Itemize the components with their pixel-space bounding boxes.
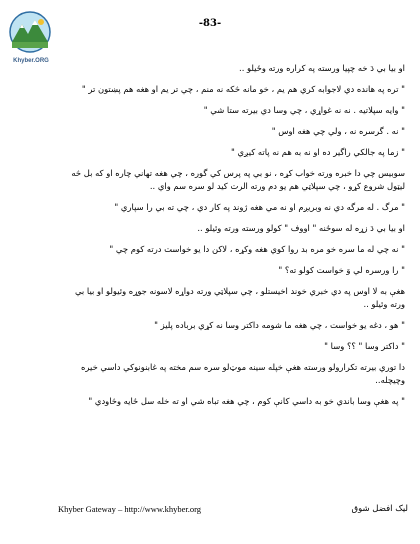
page-body [60,62,405,416]
paragraph: " زما په جالکي راگير ده او نه به هم نه پاته کيږي " [231,147,405,157]
paragraph: او بيا بي دَ زړه له سوځنه " اووف " کولو ورسته ورته وئيلو .. [197,223,405,233]
footer-author: ليک افضل شوق [351,504,408,514]
paragraph: " مرگ . له مرگه دي نه وبريږم او نه مي هغه ژوند په کار دي ، چي ته بي را سپاري " [114,202,405,212]
mountain-logo-icon [8,10,52,60]
khyber-logo [8,10,52,60]
paragraph: " نه چي له ما سره خو مره بد روا کوي هغه وکړه ، لاکن دا يو خواست درته کوم چي " [109,244,405,254]
paragraph: " وايه سپلاتيه . نه نه غواړي ، چي وسا دي بيرته ستا شي " [203,105,405,115]
page-number: -83- [198,18,222,29]
paragraph: " داکتر وسا " ؟؟ وسا " [324,341,405,351]
paragraph: " را ورسره لي وَ خواست کولو ته؟ " [278,265,405,275]
paragraph: هغې به لا اوس په دي خبري خوند اخيستلو ، چي سپلاټي ورته دواړه لاسونه جوړه وئيولو او بيا بي ورته وئيلو .. [74,286,405,309]
paragraph: " په هغې وسا باندي خو به داسي کانې کوم ، چي هغه تباه شي او ته خله سل ځايه وڅاودي " [88,396,405,406]
paragraph: " نه . گرسره نه ، ولي چي هغه اوس " [271,126,405,136]
logo-caption: Khyber.ORG [13,58,49,64]
footer-site-link[interactable]: Khyber Gateway – http://www.khyber.org [58,504,202,514]
paragraph: دا توري بيرته تکرارولو ورسته هغې خپله سينه موټ‌لو سره سم مخته په غابنونوکي داسي خيره وچيچله.. [81,362,405,385]
paragraph: سوبيس چي دا خبره ورته خواب کړه ، نو بي په پرس کي گوره ، چي هغه تهاني چاره او که بل څه ليټول شروع کړو ، چي سپلاټي هم يو دم ورته الرت کيد لو سره سم واي .. [71,168,405,191]
page-footer [58,504,408,520]
paragraph: " تره په هانده دي لاجوابه کري هم يم ، خو مانه څکه نه منم ، چي تر يم او هغه هم پښتون تر " [81,84,405,94]
paragraph: او بيا بي دَ خه چپيا ورسته په کراره ورته وځيلو .. [239,63,405,73]
paragraph: " هو ، دغه يو خواست ، چي هغه ما شومه داکتر وسا نه کړي برباده پليز " [154,320,405,330]
